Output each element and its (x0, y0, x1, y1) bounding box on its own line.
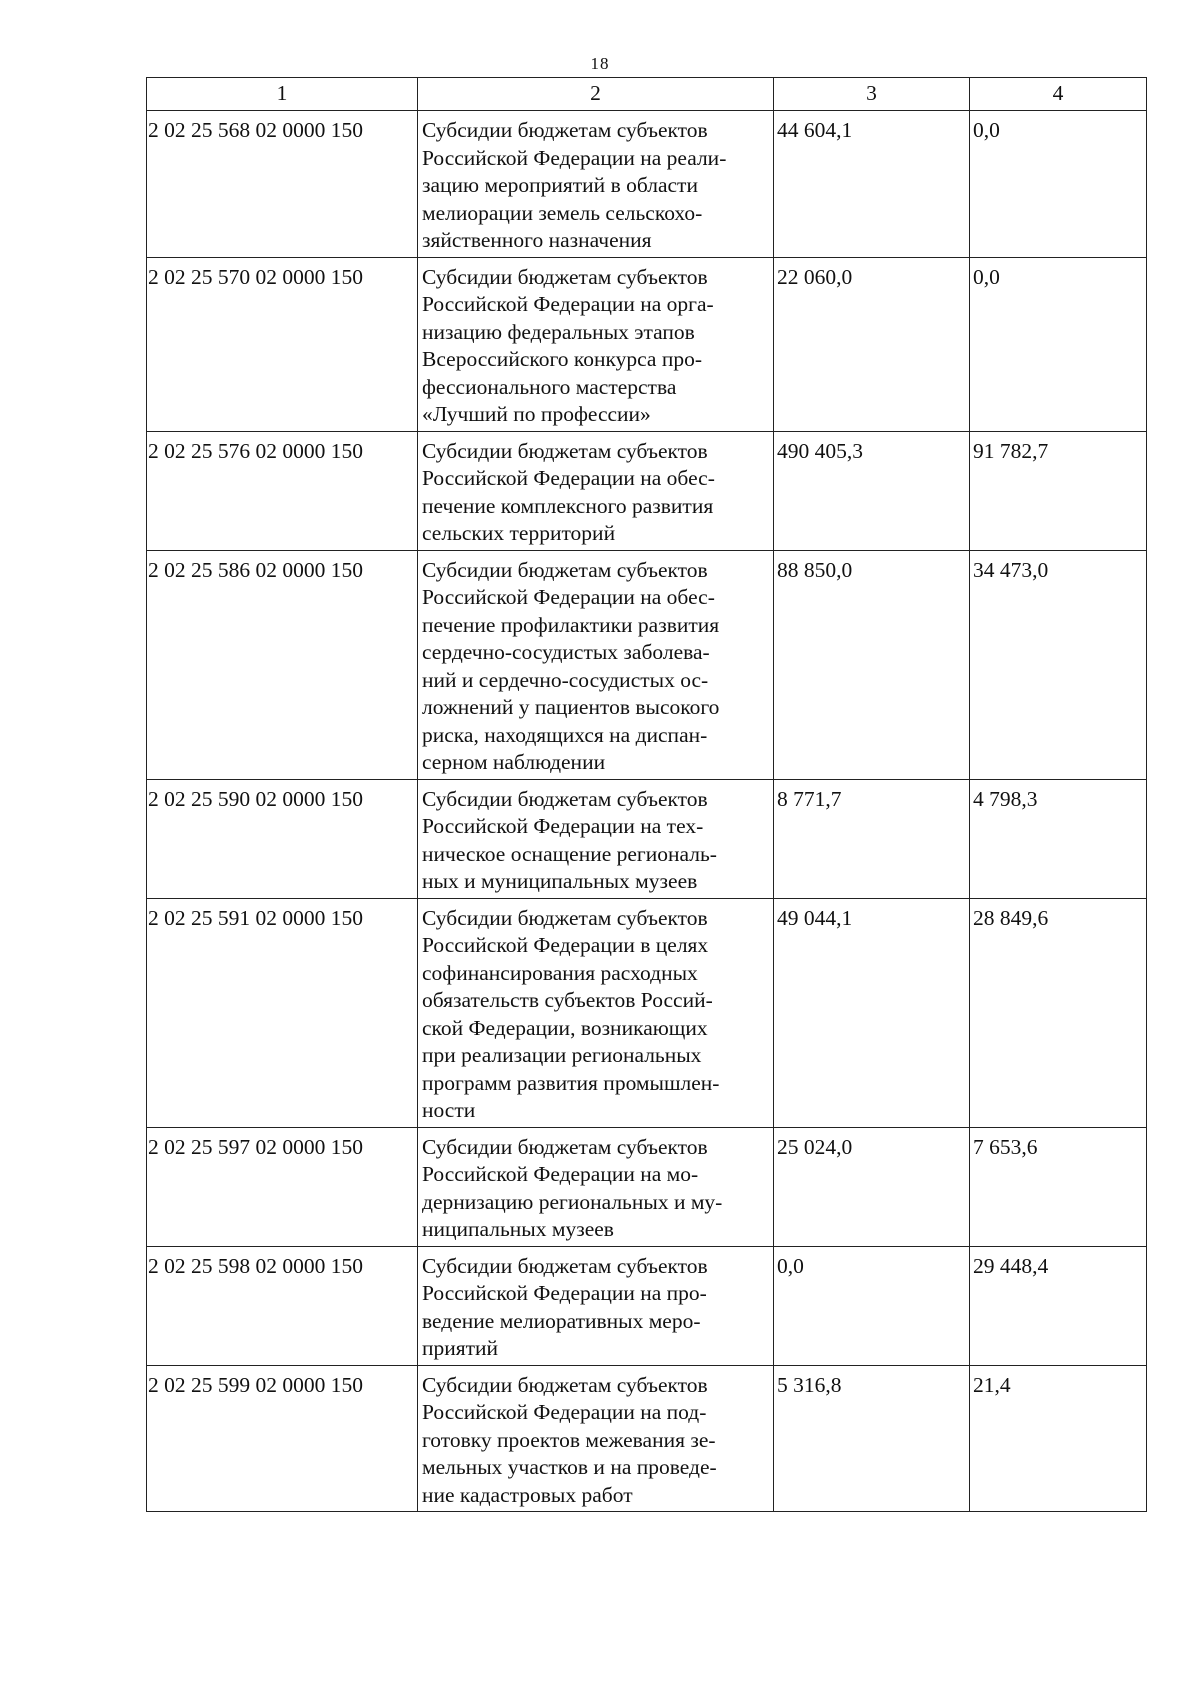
row-description (418, 257, 774, 431)
row-description (418, 550, 774, 779)
description-line: печение профилактики развития (422, 612, 720, 637)
row-code: 2 02 25 597 02 0000 150 (147, 1127, 418, 1246)
description-line: Субсидии бюджетам субъектов (422, 557, 708, 582)
row-code: 2 02 25 576 02 0000 150 (147, 431, 418, 550)
description-line: Российской Федерации на под- (422, 1400, 707, 1424)
description-line: программ развития промышлен- (422, 1070, 720, 1095)
row-value-col4: 29 448,4 (970, 1246, 1147, 1365)
row-value-col4: 0,0 (970, 257, 1147, 431)
table-header-row (147, 78, 1147, 111)
description-line: обязательств субъектов Россий- (422, 988, 713, 1012)
description-line: мелиорации земель сельскохо- (422, 200, 703, 225)
description-line: Российской Федерации на орга- (422, 292, 714, 316)
row-description (418, 1365, 774, 1512)
table-row (147, 779, 1147, 898)
row-value-col3: 22 060,0 (774, 257, 970, 431)
row-code: 2 02 25 570 02 0000 150 (147, 257, 418, 431)
row-value-col3: 490 405,3 (774, 431, 970, 550)
description-line: ных и муниципальных музеев (422, 869, 698, 893)
header-col-2: 2 (418, 78, 774, 111)
description-line: Субсидии бюджетам субъектов (422, 1372, 708, 1397)
description-line: Российской Федерации на обес- (422, 466, 715, 490)
description-line: Российской Федерации на мо- (422, 1162, 699, 1186)
description-line: ниципальных музеев (422, 1217, 614, 1241)
row-value-col3: 8 771,7 (774, 779, 970, 898)
description-line: серном наблюдении (422, 750, 606, 774)
row-value-col4: 91 782,7 (970, 431, 1147, 550)
description-line: ложнений у пациентов высокого (422, 695, 720, 719)
description-line: Субсидии бюджетам субъектов (422, 905, 708, 930)
page-number: 18 (590, 54, 610, 73)
description-line: ведение мелиоративных меро- (422, 1308, 701, 1333)
header-col-3: 3 (774, 78, 970, 111)
row-value-col3: 49 044,1 (774, 898, 970, 1127)
description-line: приятий (422, 1336, 499, 1360)
description-line: Российской Федерации на реали- (422, 145, 727, 170)
row-value-col4: 34 473,0 (970, 550, 1147, 779)
description-line: зяйственного назначения (422, 228, 652, 252)
budget-table (146, 77, 1147, 1512)
row-code: 2 02 25 586 02 0000 150 (147, 550, 418, 779)
row-value-col3: 5 316,8 (774, 1365, 970, 1512)
header-col-4: 4 (970, 78, 1147, 111)
row-value-col4: 7 653,6 (970, 1127, 1147, 1246)
row-code: 2 02 25 591 02 0000 150 (147, 898, 418, 1127)
description-line: готовку проектов межевания зе- (422, 1427, 716, 1452)
table-row (147, 550, 1147, 779)
row-description (418, 431, 774, 550)
description-line: Субсидии бюджетам субъектов (422, 1253, 708, 1278)
table-row (147, 1246, 1147, 1365)
row-value-col4: 0,0 (970, 111, 1147, 258)
description-line: ний и сердечно-сосудистых ос- (422, 667, 709, 692)
table-row (147, 898, 1147, 1127)
description-line: риска, находящихся на диспан- (422, 722, 708, 747)
description-line: низацию федеральных этапов (422, 319, 695, 344)
description-line: дернизацию региональных и му- (422, 1189, 723, 1214)
table-body (147, 111, 1147, 1512)
description-line: мельных участков и на проведе- (422, 1455, 717, 1479)
header-col-1: 1 (147, 78, 418, 111)
description-line: Российской Федерации на про- (422, 1281, 707, 1305)
row-description (418, 1127, 774, 1246)
table-row (147, 111, 1147, 258)
description-line: сердечно-сосудистых заболева- (422, 640, 710, 664)
description-line: при реализации региональных (422, 1043, 702, 1067)
description-line: софинансирования расходных (422, 960, 698, 985)
row-code: 2 02 25 568 02 0000 150 (147, 111, 418, 258)
description-line: Субсидии бюджетам субъектов (422, 264, 708, 289)
description-line: сельских территорий (422, 521, 616, 545)
description-line: Субсидии бюджетам субъектов (422, 1134, 708, 1159)
description-line: ние кадастровых работ (422, 1482, 633, 1507)
row-value-col3: 44 604,1 (774, 111, 970, 258)
table-row (147, 257, 1147, 431)
description-line: ническое оснащение региональ- (422, 841, 717, 866)
row-code: 2 02 25 599 02 0000 150 (147, 1365, 418, 1512)
row-code: 2 02 25 590 02 0000 150 (147, 779, 418, 898)
table-row (147, 1365, 1147, 1512)
description-line: зацию мероприятий в области (422, 173, 698, 197)
row-description (418, 898, 774, 1127)
description-line: ности (422, 1098, 476, 1122)
description-line: Российской Федерации на тех- (422, 814, 704, 838)
row-description (418, 1246, 774, 1365)
row-value-col4: 28 849,6 (970, 898, 1147, 1127)
row-value-col4: 21,4 (970, 1365, 1147, 1512)
description-line: Субсидии бюджетам субъектов (422, 786, 708, 811)
description-line: Субсидии бюджетам субъектов (422, 438, 708, 463)
description-line: «Лучший по профессии» (422, 402, 651, 426)
row-description (418, 779, 774, 898)
description-line: Субсидии бюджетам субъектов (422, 118, 708, 142)
description-line: Российской Федерации на обес- (422, 585, 715, 609)
row-value-col3: 0,0 (774, 1246, 970, 1365)
table-row (147, 431, 1147, 550)
row-value-col3: 25 024,0 (774, 1127, 970, 1246)
description-line: Российской Федерации в целях (422, 933, 709, 957)
row-value-col4: 4 798,3 (970, 779, 1147, 898)
table-row (147, 1127, 1147, 1246)
description-line: ской Федерации, возникающих (422, 1015, 708, 1040)
row-code: 2 02 25 598 02 0000 150 (147, 1246, 418, 1365)
row-value-col3: 88 850,0 (774, 550, 970, 779)
description-line: Всероссийского конкурса про- (422, 347, 703, 371)
description-line: печение комплексного развития (422, 493, 714, 518)
description-line: фессионального мастерства (422, 374, 677, 399)
row-description (418, 111, 774, 258)
